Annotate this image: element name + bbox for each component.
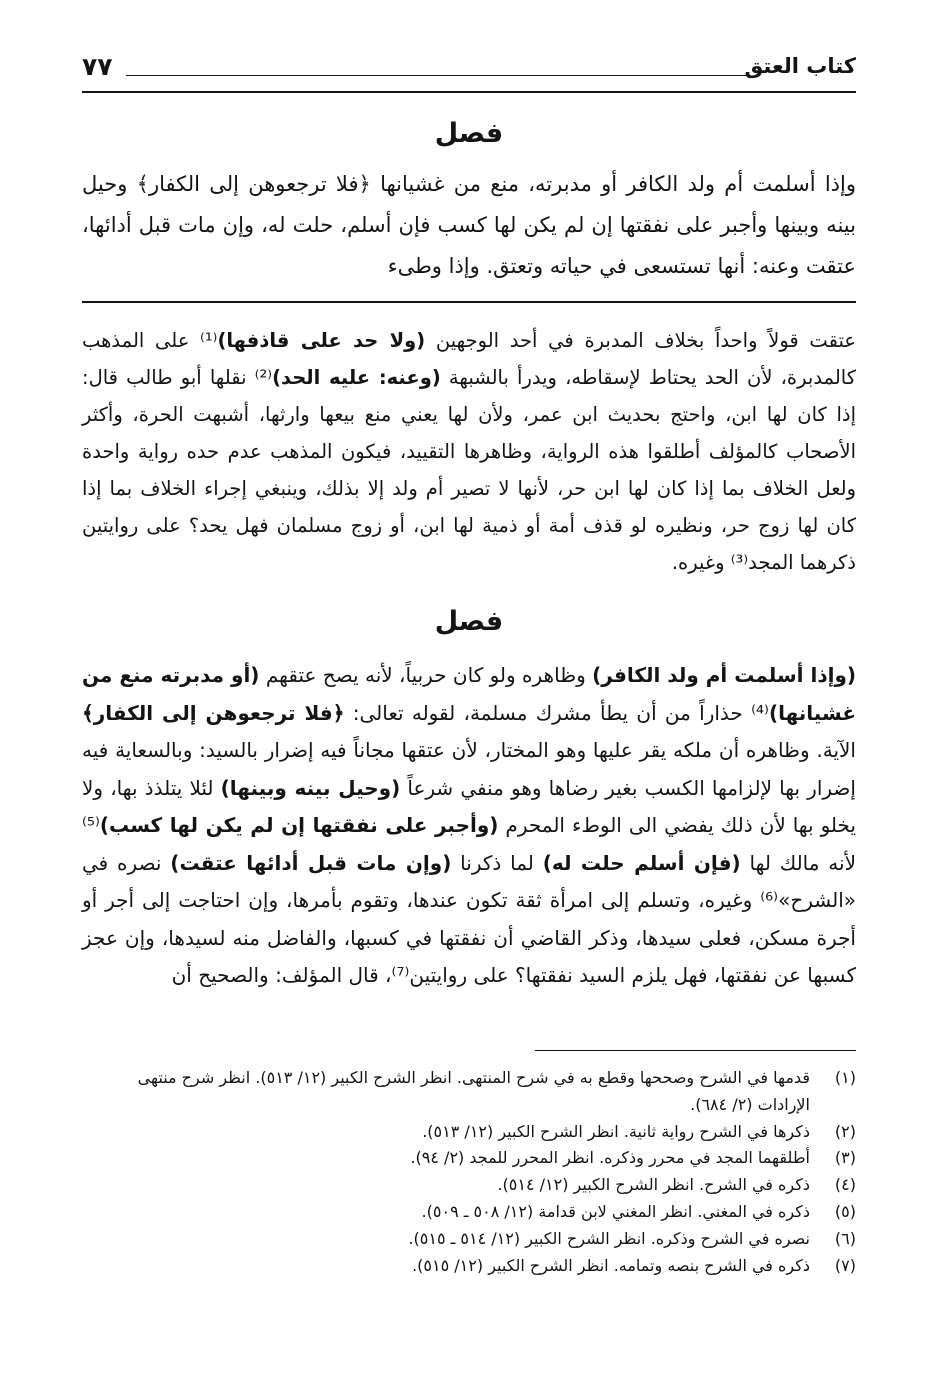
section-heading: فصل [434, 606, 504, 637]
commentary-text: عتقت قولاً واحداً بخلاف المدبرة في أحد الوجهين [425, 329, 856, 352]
footnote-number: (٧) [834, 1255, 856, 1275]
quoted-matn: (وإن مات قبل أدائها عتقت) [170, 850, 452, 875]
quoted-matn: (وحيل بينه وبينها) [220, 775, 401, 800]
footnote-text: ذكرها في الشرح رواية ثانية. انظر الشرح الكبير (١٢/ ٥١٣). [422, 1121, 810, 1141]
quoted-matn: (وإذا أسلمت أم ولد الكافر) [592, 663, 857, 687]
footnote [82, 1199, 856, 1226]
quoted-matn: (فإن أسلم حلت له) [542, 850, 741, 875]
commentary-paragraph [82, 322, 856, 581]
commentary-text: ⁽⁵⁾ لأنه مالك لها [82, 813, 857, 875]
footnote-number: (٢) [834, 1121, 856, 1141]
footnote-number: (٦) [834, 1228, 856, 1248]
matn-text: وإذا أسلمت أم ولد الكافر أو مدبرته، منع من غشيانها ﴿فلا ترجعوهن إلى الكفار﴾ وحيل بينه وبينها وأجبر على نفقتها إن لم يكن لها كسب فإن أسلم، حلت له، وإن مات قبل أدائها، عتقت وعنه: أنها تستسعى في حياته وتعتق. وإذا وطىء [82, 172, 856, 278]
footnote-text: نصره في الشرح وذكره. انظر الشرح الكبير (١٢/ ٥١٤ ـ ٥١٥). [408, 1228, 810, 1248]
commentary-text: الآية. وظاهره أن ملكه يقر عليها وهو المختار، لأن عتقها مجاناً فيه إضرار بالسيد: وبالسعاية فيه إضرار بها لإلزامها الكسب بغير رضاها وهو منفي شرعاً [82, 738, 856, 800]
footnotes [82, 1065, 856, 1279]
quoted-matn: (أو مدبرته منع من غشيانها) [82, 663, 856, 725]
commentary-text: وظاهره ولو كان حربياً، لأنه يصح عتقهم [259, 663, 593, 687]
footnote-number: (٤) [834, 1175, 856, 1195]
header-leader-line [126, 75, 748, 76]
footnote-text: ذكره في الشرح. انظر الشرح الكبير (١٢/ ٥١٤). [497, 1175, 810, 1195]
footnote-number: (٣) [834, 1148, 856, 1168]
commentary-text: لما ذكرنا [451, 850, 543, 875]
footnote-rule [535, 1050, 856, 1051]
commentary-text: ⁽⁴⁾ حذاراً من أن يطأ مشرك مسلمة، لقوله تعالى: [344, 700, 769, 725]
quoted-matn: (ولا حد على قاذفها) [217, 329, 426, 352]
commentary-text: ⁽¹⁾ على المذهب كالمدبرة، لأن الحد يحتاط لإسقاطه، ويدرأ بالشبهة [82, 329, 857, 389]
footnote [82, 1172, 856, 1199]
commentary-text: نصره في «الشرح»⁽⁶⁾ وغيره، وتسلم إلى امرأة ثقة تكون عندها، وتقوم بأمرها، وإن احتاجت إلى أجر أو أجرة مسكن، فعلى سيدها، وذكر القاضي أن نفقتها في كسبها، والفاضل منه لسيدها، وإن عجز كسبها عن نفقتها، فهل يلزم السيد نفقتها؟ على روايتين⁽⁷⁾، قال المؤلف: والصحيح أن [82, 850, 856, 987]
footnote [82, 1226, 856, 1253]
footnote-text: أطلقهما المجد في محرر وذكره. انظر المحرر للمجد (٢/ ٩٤). [410, 1148, 810, 1168]
footnote-text: ذكره في المغني. انظر المغني لابن قدامة (١٢/ ٥٠٨ ـ ٥٠٩). [421, 1201, 810, 1221]
footnote [82, 1253, 856, 1280]
footnote-number: (٥) [834, 1201, 856, 1221]
header-rule [82, 91, 856, 93]
matn-separator-rule [82, 301, 856, 303]
commentary-text: لئلا يتلذذ بها، ولا يخلو بها لأن ذلك يفضي الى الوطء المحرم [82, 775, 857, 837]
quoted-matn: (وأجبر على نفقتها إن لم يكن لها كسب) [99, 813, 499, 837]
footnote [82, 1119, 856, 1146]
section-heading: فصل [434, 118, 504, 149]
footnote [82, 1065, 856, 1119]
running-header [82, 52, 856, 86]
quoted-matn: (وعنه: عليه الحد) [272, 366, 441, 389]
footnote-text: قدمها في الشرح وصححها وقطع به في شرح المنتهى. انظر الشرح الكبير (١٢/ ٥١٣). انظر شرح منتهى الإرادات (٢/ ٦٨٤). [137, 1068, 810, 1114]
quran-quote: ﴿فلا ترجعوهن إلى الكفار﴾ [82, 700, 345, 725]
chapter-title: كتاب العتق [744, 54, 856, 78]
page-number: ٧٧ [82, 52, 113, 81]
footnote-text: ذكره في الشرح بنصه وتمامه. انظر الشرح الكبير (١٢/ ٥١٥). [412, 1255, 810, 1275]
footnote-number: (١) [834, 1068, 856, 1087]
commentary-paragraph [82, 657, 856, 995]
commentary-text: ⁽²⁾ نقلها أبو طالب قال: إذا كان لها ابن، واحتج بحديث ابن عمر، ولأن لها يعني منع بيعها وارثها، أشبهت الحرة، وأكثر الأصحاب كالمؤلف أطلقوا هذه الرواية، وظاهرها التقييد، فيكون المذهب عدم حده رواية واحدة ولعل الخلاف بما إذا كان لها ابن حر، لأنها لا تصير أم ولد إلا بذلك، وينبغي إجراء الخلاف بما إذا كان لها زوج حر، ونظيره لو قذف أمة أو ذمية لها ابن، أو زوج مسلمان فهل يحد؟ على روايتين ذكرهما المجد⁽³⁾ وغيره. [82, 366, 856, 574]
footnote [82, 1145, 856, 1172]
